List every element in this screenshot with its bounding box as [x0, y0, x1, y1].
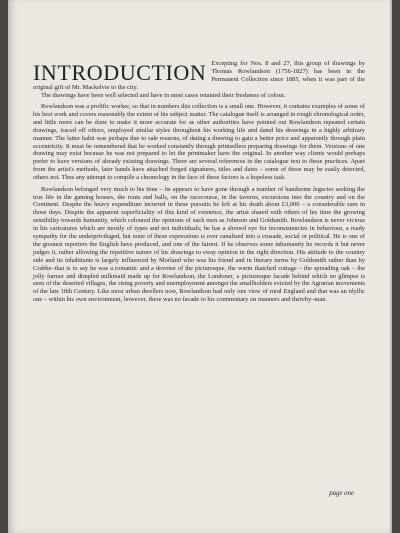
book-page	[8, 0, 392, 533]
intro-paragraph-1	[33, 60, 365, 92]
introduction-text	[33, 60, 365, 308]
page-title: INTRODUCTION	[33, 60, 207, 85]
intro-paragraph-4: Rowlandson belonged very much to his time – he appears to have gone through a number of handsome legacies seeking the true life in the gaming houses, the routs and balls, on the racecourse, in the taverns, excursions into the country and on the Continent. Despite the heavy expenditure incurred in these pursuits he left at his death about £3,000 – a considerable sum in those days. Despite the apparent superficiality of this kind of existence, the artist shared with others of his time the growing sensibility towards humanity, which coloured the opinions of such men as Johnson and Goldsmith. Rowlandson is never vicious in his caricatures which are mostly of types and not individuals; he has a shrewd eye for inconsistencies in behaviour, a ready sympathy for the underprivileged, but none of these expressions is ever canalised into a crusade, social or political. He is one of the greatest reporters the English have produced, and one of the fairest. If he observes some inhumanity he records it but never judges it, rather allowing the repetitive nature of his drawings to sway opinion in the right direction. His attitude to the country side and its inhabitants is largely influenced by Morland who was his friend and in literary terms by Goldsmith rather than by Crabbe–that is to say he was a romantic and a devotee of the picturesque, the warm thatched cottage – the spreading oak – the jolly farmer and dimpled milkmaid made up for Rowlandson, the Londoner, a picturesque facade behind which no glimpse is seen of the deserted villages, the rising poverty and unemployment amongst the smallholders evicted by the Agrarian movements of the late 18th Century. Like most urban dwellers now, Rowlandson had only one view of rural England and that was an idyllic one – within his own environment, however, there was no facade to his commentary on manners and thereby–man.	[33, 185, 365, 304]
paragraph-1-text: Excepting for Nos. 8 and 27, this group of drawings by Thomas Rowlandson (1756-1827) has been in the Permanent Collection since 1885, when it was part of the original gift of Mr. Mackelvie to the city.	[33, 60, 365, 91]
intro-paragraph-2: The drawings have been well selected and have in most cases retained their freshness of colour.	[41, 91, 286, 99]
intro-paragraph-3: Rowlandson was a prolific worker, so that in numbers this collection is a small one. However, it contains examples of some of his best work and covers reasonably the extent of his subject matter. The catalogue itself is arranged in rough chronological order, and little more can be done to make it more accurate for as other authorities have pointed out Rowlandson repeated certain drawings, traced off others, employed similar styles throughout his working life and dated his drawings in a highly arbitrary manner. The latter habit was perhaps due to sale reasons, of dating a drawing to gain a better price and apparently through plain eccentricity. It must be remembered that he worked constantly through printsellers preparing drawings for them. Versions of one drawing may exist because he was not prepared to let the printmaker have the original. In another way clients would perhaps prefer to have versions of already existing drawings. There are several references in the catalogue text to these practices. Apart from the artist's methods, later hands have attached forged signatures, titles and dates – some of these may be easily detected, others not. Thus any attempt to compile a chronology in the face of these factors is a hopeless task.	[33, 103, 365, 182]
page-number: page one	[329, 490, 354, 497]
